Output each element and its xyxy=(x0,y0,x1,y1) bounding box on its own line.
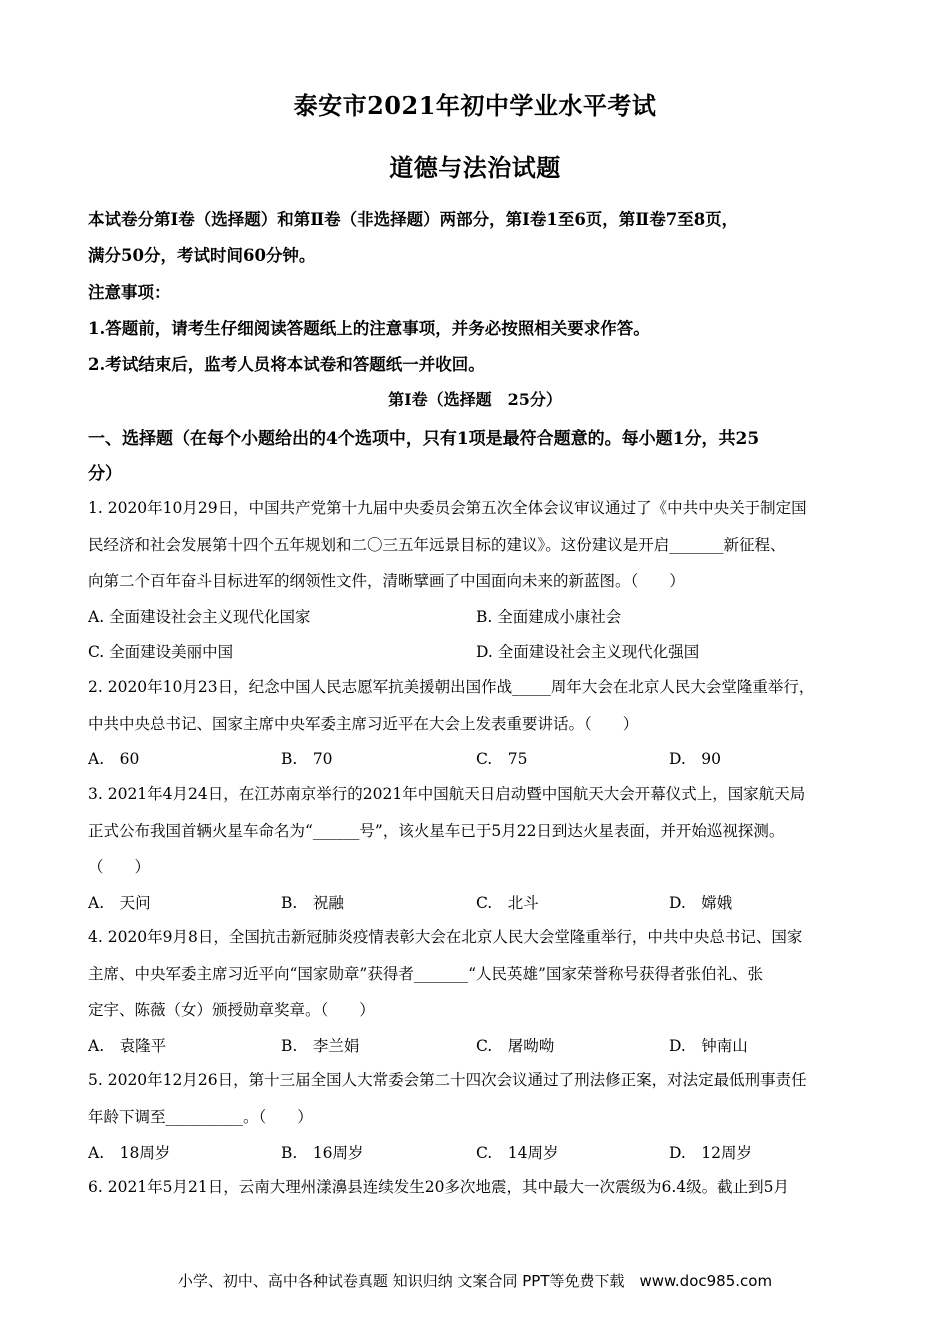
page-subtitle: 道德与法治试题 xyxy=(389,153,561,182)
q1-option-b: B. 全面建成小康社会 xyxy=(476,608,622,626)
q3-option-a: A. 天问 xyxy=(88,894,151,912)
q3-line-1: 3. 2021年4月24日，在江苏南京举行的2021年中国航天日启动暨中国航天大会开幕仪式上，国家航天局 xyxy=(88,785,806,803)
note-2: 2.考试结束后，监考人员将本试卷和答题纸一并收回。 xyxy=(88,355,485,374)
q4-option-a: A. 袁隆平 xyxy=(88,1037,167,1055)
q4-option-b: B. 李兰娟 xyxy=(281,1037,360,1055)
q3-option-c: C. 北斗 xyxy=(476,894,539,912)
q2-option-a: A. 60 xyxy=(88,750,140,768)
q1-line-3: 向第二个百年奋斗目标进军的纲领性文件，清晰擘画了中国面向未来的新蓝图。（ ） xyxy=(88,572,685,590)
section-title: 第Ⅰ卷（选择题 25分） xyxy=(388,390,562,409)
q4-line-2: 主席、中央军委主席习近平向“国家勋章”获得者_______“人民英雄”国家荣誉称号获得者张伯礼、张 xyxy=(88,965,763,983)
q2-line-1: 2. 2020年10月23日，纪念中国人民志愿军抗美援朝出国作战_____周年大会在北京人民大会堂隆重举行， xyxy=(88,678,815,696)
q3-line-2: 正式公布我国首辆火星车命名为“______号”，该火星车已于5月22日到达火星表面，并开始巡视探测。 xyxy=(88,822,785,840)
q2-line-2: 中共中央总书记、国家主席中央军委主席习近平在大会上发表重要讲话。（ ） xyxy=(88,715,639,733)
q5-line-1: 5. 2020年12月26日，第十三届全国人大常委会第二十四次会议通过了刑法修正案，对法定最低刑事责任 xyxy=(88,1071,807,1089)
q4-option-d: D. 钟南山 xyxy=(669,1037,748,1055)
q5-option-b: B. 16周岁 xyxy=(281,1144,364,1162)
q1-option-d: D. 全面建设社会主义现代化强国 xyxy=(476,643,700,661)
q4-line-1: 4. 2020年9月8日，全国抗击新冠肺炎疫情表彰大会在北京人民大会堂隆重举行，中共中央总书记、国家 xyxy=(88,928,803,946)
q3-option-d: D. 嫦娥 xyxy=(669,894,733,912)
q4-line-3: 定宇、陈薇（女）颁授勋章奖章。（ ） xyxy=(88,1001,375,1019)
q1-line-1: 1. 2020年10月29日，中国共产党第十九届中央委员会第五次全体会议审议通过了《中共中央关于制定国 xyxy=(88,499,807,517)
q2-option-b: B. 70 xyxy=(281,750,333,768)
q1-option-a: A. 全面建设社会主义现代化国家 xyxy=(88,608,311,626)
q2-option-d: D. 90 xyxy=(669,750,722,768)
q5-option-d: D. 12周岁 xyxy=(669,1144,753,1162)
q5-line-2: 年龄下调至__________。（ ） xyxy=(88,1108,313,1126)
q5-option-c: C. 14周岁 xyxy=(476,1144,559,1162)
q3-line-3: （ ） xyxy=(88,858,151,876)
notes-heading: 注意事项： xyxy=(88,283,171,302)
q1-option-c: C. 全面建设美丽中国 xyxy=(88,643,234,661)
intro-line-2: 满分50分，考试时间60分钟。 xyxy=(88,246,316,265)
page-footer: 小学、初中、高中各种试卷真题 知识归纳 文案合同 PPT等免费下载 www.doc985.com xyxy=(177,1272,773,1290)
section-heading-line-1: 一、选择题（在每个小题给出的4个选项中，只有1项是最符合题意的。每小题1分，共25 xyxy=(88,429,760,449)
q6-line-1: 6. 2021年5月21日，云南大理州漾濞县连续发生20多次地震，其中最大一次震级为6.4级。截止到5月 xyxy=(88,1178,789,1196)
q1-line-2: 民经济和社会发展第十四个五年规划和二〇三五年远景目标的建议》。这份建议是开启_______新征程、 xyxy=(88,536,786,554)
q3-option-b: B. 祝融 xyxy=(281,894,344,912)
section-heading-line-2: 分） xyxy=(88,464,122,484)
note-1: 1.答题前，请考生仔细阅读答题纸上的注意事项，并务必按照相关要求作答。 xyxy=(88,319,650,338)
q5-option-a: A. 18周岁 xyxy=(88,1144,171,1162)
q2-option-c: C. 75 xyxy=(476,750,528,768)
page-title: 泰安市2021年初中学业水平考试 xyxy=(293,91,657,120)
q4-option-c: C. 屠呦呦 xyxy=(476,1037,555,1055)
intro-line-1: 本试卷分第Ⅰ卷（选择题）和第Ⅱ卷（非选择题）两部分，第Ⅰ卷1至6页，第Ⅱ卷7至8页， xyxy=(88,210,739,229)
